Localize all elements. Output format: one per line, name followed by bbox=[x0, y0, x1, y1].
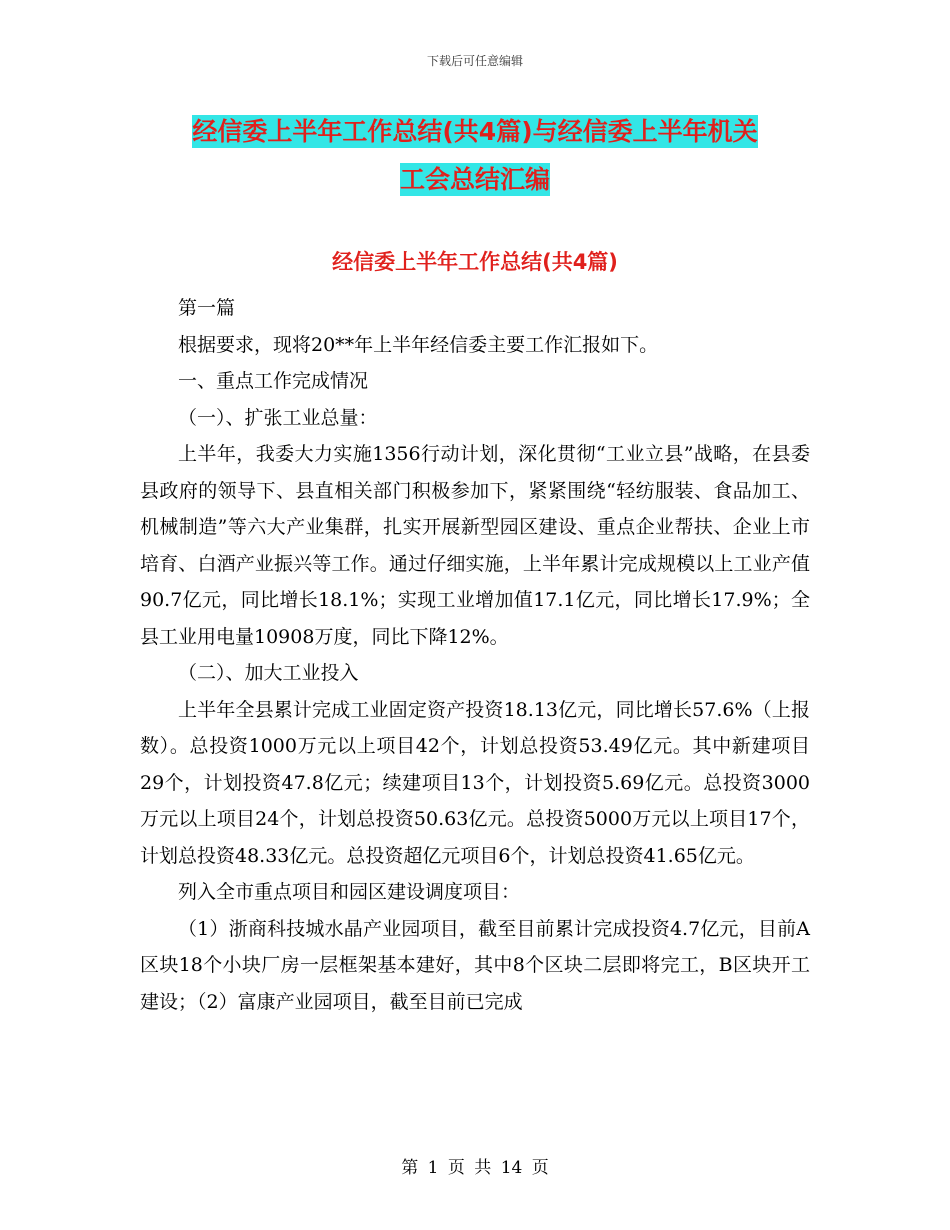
paragraph: （二）、加大工业投入 bbox=[178, 662, 359, 684]
paragraph: 根据要求，现将20**年上半年经信委主要工作汇报如下。 bbox=[178, 333, 659, 356]
paragraph: 上半年全县累计完成工业固定资产投资18.13亿元，同比增长57.6%（上报数）。总投资1000万元以上项目42个，计划总投资53.49亿元。其中新建项目29个，计划投资47.8亿元；续建项目13个，计划投资5.69亿元。总投资3000万元以上项目24个，计划总投资50.63亿元。总投资5000万元以上项目17个，计划总投资48.33亿元。总投资超亿元项目6个，计划总投资41.65亿元。 bbox=[140, 698, 810, 867]
paragraph: 上半年，我委大力实施1356行动计划，深化贯彻“工业立县”战略，在县委县政府的领导下、县直相关部门积极参加下，紧紧围绕“轻纺服装、食品加工、机械制造”等六大产业集群，扎实开展新型园区建设、重点企业帮扶、企业上市培育、白酒产业振兴等工作。通过仔细实施，上半年累计完成规模以上工业产值90.7亿元，同比增长18.1%；实现工业增加值17.1亿元，同比增长17.9%；全县工业用电量10908万度，同比下降12%。 bbox=[140, 443, 810, 648]
title-line-2: 工会总结汇编 bbox=[399, 165, 550, 194]
paragraph: （一）、扩张工业总量： bbox=[178, 406, 378, 429]
document-title bbox=[140, 108, 810, 204]
document-body bbox=[140, 290, 810, 1020]
section-title: 经信委上半年工作总结(共4篇) bbox=[332, 250, 618, 274]
paragraph: 一、重点工作完成情况 bbox=[178, 370, 369, 392]
page-footer: 第 1 页 共 14 页 bbox=[401, 1158, 549, 1178]
paragraph: 列入全市重点项目和园区建设调度项目： bbox=[178, 881, 521, 903]
paragraph: 第一篇 bbox=[178, 297, 236, 319]
title-line-1: 经信委上半年工作总结(共4篇)与经信委上半年机关 bbox=[192, 117, 758, 146]
paragraph: （1）浙商科技城水晶产业园项目，截至目前累计完成投资4.7亿元，目前A区块18个小块厂房一层框架基本建好，其中8个区块二层即将完工，B区块开工建设；（2）富康产业园项目，截至目前已完成 bbox=[140, 917, 810, 1013]
header-note: 下载后可任意编辑 bbox=[426, 54, 523, 68]
